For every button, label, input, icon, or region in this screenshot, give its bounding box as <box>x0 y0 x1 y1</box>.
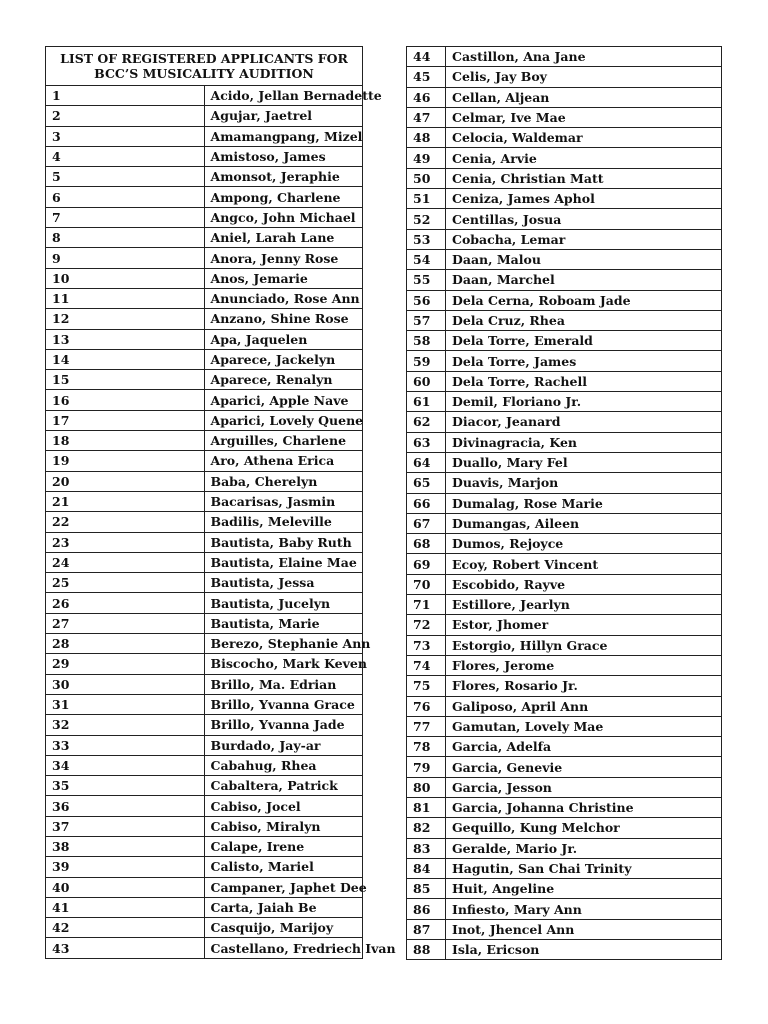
table-row <box>46 471 363 491</box>
table-row <box>46 755 363 775</box>
applicant-name: Acido, Jellan Bernadette <box>204 86 363 106</box>
row-number: 40 <box>46 877 205 897</box>
applicant-name: Estor, Jhomer <box>446 615 722 635</box>
left-applicants-table <box>45 46 396 959</box>
row-number: 84 <box>407 858 446 878</box>
table-row <box>407 412 722 432</box>
table-row <box>46 735 363 755</box>
table-row <box>407 797 722 817</box>
table-row <box>46 776 363 796</box>
row-number: 82 <box>407 818 446 838</box>
table-row <box>407 331 722 351</box>
applicant-name: Bautista, Jucelyn <box>204 593 363 613</box>
row-number: 20 <box>46 471 205 491</box>
table-row <box>407 574 722 594</box>
table-row <box>46 816 363 836</box>
row-number: 3 <box>46 126 205 146</box>
table-row <box>46 146 363 166</box>
row-number: 68 <box>407 534 446 554</box>
row-number: 18 <box>46 431 205 451</box>
applicant-name: Galiposo, April Ann <box>446 696 722 716</box>
table-row <box>407 676 722 696</box>
table-row <box>407 148 722 168</box>
applicant-name: Flores, Rosario Jr. <box>446 676 722 696</box>
table-row <box>46 674 363 694</box>
table-row <box>46 410 363 430</box>
applicant-name: Garcia, Johanna Christine <box>446 797 722 817</box>
applicant-name: Garcia, Jesson <box>446 777 722 797</box>
table-row <box>407 858 722 878</box>
row-number: 56 <box>407 290 446 310</box>
table-row <box>407 716 722 736</box>
row-number: 38 <box>46 836 205 856</box>
table-row <box>407 107 722 127</box>
applicant-name: Cenia, Christian Matt <box>446 168 722 188</box>
applicant-name: Bacarisas, Jasmin <box>204 491 363 511</box>
table-row <box>407 47 722 67</box>
table-row <box>46 552 363 572</box>
table-row <box>407 513 722 533</box>
table-row <box>46 491 363 511</box>
row-number: 32 <box>46 715 205 735</box>
title-line-1: LIST OF REGISTERED APPLICANTS FOR <box>60 51 348 66</box>
row-number: 39 <box>46 857 205 877</box>
applicant-name: Cabahug, Rhea <box>204 755 363 775</box>
table-row <box>407 310 722 330</box>
applicant-name: Brillo, Ma. Edrian <box>204 674 363 694</box>
table-row <box>407 493 722 513</box>
applicant-name: Aparici, Lovely Quene <box>204 410 363 430</box>
table-row <box>46 634 363 654</box>
applicant-name: Dela Torre, Rachell <box>446 371 722 391</box>
row-number: 83 <box>407 838 446 858</box>
table-row <box>46 451 363 471</box>
applicant-name: Calape, Irene <box>204 836 363 856</box>
row-number: 75 <box>407 676 446 696</box>
applicant-name: Amistoso, James <box>204 146 363 166</box>
applicant-name: Estillore, Jearlyn <box>446 595 722 615</box>
applicant-name: Cabaltera, Patrick <box>204 776 363 796</box>
row-number: 86 <box>407 899 446 919</box>
applicant-name: Castellano, Fredriech Ivan <box>204 938 363 958</box>
row-number: 50 <box>407 168 446 188</box>
row-number: 47 <box>407 107 446 127</box>
table-row <box>46 431 363 451</box>
applicant-name: Bautista, Elaine Mae <box>204 552 363 572</box>
table-row <box>46 938 363 958</box>
table-row <box>407 818 722 838</box>
row-number: 30 <box>46 674 205 694</box>
applicant-name: Cellan, Aljean <box>446 87 722 107</box>
applicant-name: Amamangpang, Mizel <box>204 126 363 146</box>
right-applicants-table <box>406 46 722 960</box>
applicant-name: Casquijo, Marijoy <box>204 918 363 938</box>
applicant-name: Escobido, Rayve <box>446 574 722 594</box>
table-row <box>46 86 363 106</box>
table-title <box>46 47 363 86</box>
row-number: 16 <box>46 390 205 410</box>
applicant-name: Duavis, Marjon <box>446 473 722 493</box>
applicant-name: Cenia, Arvie <box>446 148 722 168</box>
row-number: 26 <box>46 593 205 613</box>
applicant-name: Anunciado, Rose Ann <box>204 288 363 308</box>
applicant-name: Isla, Ericson <box>446 940 722 960</box>
row-number: 49 <box>407 148 446 168</box>
applicant-name: Castillon, Ana Jane <box>446 47 722 67</box>
table-row <box>407 554 722 574</box>
applicant-name: Amonsot, Jeraphie <box>204 167 363 187</box>
applicant-name: Celocia, Waldemar <box>446 128 722 148</box>
row-number: 28 <box>46 634 205 654</box>
applicant-name: Brillo, Yvanna Jade <box>204 715 363 735</box>
row-number: 87 <box>407 919 446 939</box>
table-row <box>46 349 363 369</box>
table-row <box>46 573 363 593</box>
applicant-name: Dela Torre, James <box>446 351 722 371</box>
applicant-name: Anzano, Shine Rose <box>204 309 363 329</box>
row-number: 7 <box>46 207 205 227</box>
table-row <box>407 209 722 229</box>
row-number: 44 <box>407 47 446 67</box>
applicant-name: Centillas, Josua <box>446 209 722 229</box>
row-number: 76 <box>407 696 446 716</box>
table-row <box>46 613 363 633</box>
table-row <box>46 390 363 410</box>
row-number: 61 <box>407 392 446 412</box>
applicant-name: Carta, Jaiah Be <box>204 897 363 917</box>
table-row <box>407 87 722 107</box>
row-number: 80 <box>407 777 446 797</box>
row-number: 54 <box>407 249 446 269</box>
table-row <box>407 290 722 310</box>
applicant-name: Inot, Jhencel Ann <box>446 919 722 939</box>
table-row <box>407 534 722 554</box>
applicant-name: Infiesto, Mary Ann <box>446 899 722 919</box>
row-number: 60 <box>407 371 446 391</box>
table-row <box>407 371 722 391</box>
table-row <box>407 67 722 87</box>
table-row <box>46 329 363 349</box>
applicant-name: Aparece, Jackelyn <box>204 349 363 369</box>
row-number: 66 <box>407 493 446 513</box>
row-number: 14 <box>46 349 205 369</box>
row-number: 8 <box>46 228 205 248</box>
row-number: 42 <box>46 918 205 938</box>
table-row <box>46 207 363 227</box>
row-number: 2 <box>46 106 205 126</box>
row-number: 77 <box>407 716 446 736</box>
applicant-name: Cabiso, Jocel <box>204 796 363 816</box>
row-number: 48 <box>407 128 446 148</box>
row-number: 53 <box>407 229 446 249</box>
table-row <box>407 270 722 290</box>
row-number: 15 <box>46 370 205 390</box>
table-row <box>46 248 363 268</box>
applicant-name: Anos, Jemarie <box>204 268 363 288</box>
applicant-name: Cobacha, Lemar <box>446 229 722 249</box>
applicant-name: Dela Torre, Emerald <box>446 331 722 351</box>
table-row <box>46 126 363 146</box>
row-number: 62 <box>407 412 446 432</box>
table-row <box>46 187 363 207</box>
table-row <box>407 655 722 675</box>
row-number: 88 <box>407 940 446 960</box>
table-row <box>46 268 363 288</box>
applicant-name: Flores, Jerome <box>446 655 722 675</box>
table-row <box>46 897 363 917</box>
table-row <box>46 106 363 126</box>
row-number: 11 <box>46 288 205 308</box>
applicant-name: Geralde, Mario Jr. <box>446 838 722 858</box>
row-number: 27 <box>46 613 205 633</box>
applicant-name: Cabiso, Miralyn <box>204 816 363 836</box>
applicant-name: Dela Cerna, Roboam Jade <box>446 290 722 310</box>
applicant-name: Arguilles, Charlene <box>204 431 363 451</box>
row-number: 25 <box>46 573 205 593</box>
applicant-name: Hagutin, San Chai Trinity <box>446 858 722 878</box>
table-row <box>407 635 722 655</box>
row-number: 67 <box>407 513 446 533</box>
row-number: 51 <box>407 189 446 209</box>
table-row <box>46 654 363 674</box>
applicant-name: Calisto, Mariel <box>204 857 363 877</box>
row-number: 34 <box>46 755 205 775</box>
applicant-name: Ampong, Charlene <box>204 187 363 207</box>
row-number: 41 <box>46 897 205 917</box>
applicant-name: Anora, Jenny Rose <box>204 248 363 268</box>
table-row <box>407 249 722 269</box>
row-number: 23 <box>46 532 205 552</box>
applicant-name: Aro, Athena Erica <box>204 451 363 471</box>
row-number: 63 <box>407 432 446 452</box>
row-number: 79 <box>407 757 446 777</box>
row-number: 24 <box>46 552 205 572</box>
table-row <box>407 737 722 757</box>
applicant-name: Garcia, Genevie <box>446 757 722 777</box>
row-number: 1 <box>46 86 205 106</box>
row-number: 73 <box>407 635 446 655</box>
table-row <box>407 919 722 939</box>
row-number: 37 <box>46 816 205 836</box>
table-row <box>407 392 722 412</box>
row-number: 72 <box>407 615 446 635</box>
applicant-name: Bautista, Marie <box>204 613 363 633</box>
applicant-name: Divinagracia, Ken <box>446 432 722 452</box>
applicant-name: Huit, Angeline <box>446 879 722 899</box>
row-number: 33 <box>46 735 205 755</box>
table-row <box>407 128 722 148</box>
table-row <box>407 452 722 472</box>
applicant-name: Baba, Cherelyn <box>204 471 363 491</box>
row-number: 59 <box>407 351 446 371</box>
applicant-name: Apa, Jaquelen <box>204 329 363 349</box>
row-number: 52 <box>407 209 446 229</box>
applicant-name: Dumalag, Rose Marie <box>446 493 722 513</box>
table-row <box>46 512 363 532</box>
table-row <box>46 836 363 856</box>
row-number: 64 <box>407 452 446 472</box>
row-number: 46 <box>407 87 446 107</box>
applicant-name: Aparici, Apple Nave <box>204 390 363 410</box>
row-number: 36 <box>46 796 205 816</box>
table-row <box>407 940 722 960</box>
row-number: 74 <box>407 655 446 675</box>
table-row <box>46 918 363 938</box>
applicant-name: Celis, Jay Boy <box>446 67 722 87</box>
applicant-name: Burdado, Jay-ar <box>204 735 363 755</box>
row-number: 57 <box>407 310 446 330</box>
table-row <box>407 879 722 899</box>
row-number: 21 <box>46 491 205 511</box>
row-number: 19 <box>46 451 205 471</box>
table-row <box>46 167 363 187</box>
row-number: 17 <box>46 410 205 430</box>
row-number: 29 <box>46 654 205 674</box>
row-number: 4 <box>46 146 205 166</box>
row-number: 31 <box>46 694 205 714</box>
applicant-name: Ceniza, James Aphol <box>446 189 722 209</box>
table-row <box>407 473 722 493</box>
applicant-name: Bautista, Jessa <box>204 573 363 593</box>
applicant-name: Campaner, Japhet Dee <box>204 877 363 897</box>
applicant-name: Duallo, Mary Fel <box>446 452 722 472</box>
table-row <box>46 288 363 308</box>
row-number: 22 <box>46 512 205 532</box>
applicant-name: Estorgio, Hillyn Grace <box>446 635 722 655</box>
applicant-name: Bautista, Baby Ruth <box>204 532 363 552</box>
table-row <box>46 715 363 735</box>
table-row <box>46 877 363 897</box>
table-row <box>46 593 363 613</box>
applicant-name: Berezo, Stephanie Ann <box>204 634 363 654</box>
table-row <box>46 857 363 877</box>
row-number: 35 <box>46 776 205 796</box>
table-row <box>46 370 363 390</box>
row-number: 43 <box>46 938 205 958</box>
table-row <box>46 309 363 329</box>
applicant-name: Daan, Malou <box>446 249 722 269</box>
row-number: 69 <box>407 554 446 574</box>
table-row <box>46 532 363 552</box>
applicant-name: Dela Cruz, Rhea <box>446 310 722 330</box>
table-row <box>407 757 722 777</box>
row-number: 6 <box>46 187 205 207</box>
applicant-name: Dumos, Rejoyce <box>446 534 722 554</box>
applicant-name: Agujar, Jaetrel <box>204 106 363 126</box>
applicant-name: Aparece, Renalyn <box>204 370 363 390</box>
row-number: 65 <box>407 473 446 493</box>
applicant-name: Brillo, Yvanna Grace <box>204 694 363 714</box>
table-row <box>46 694 363 714</box>
row-number: 13 <box>46 329 205 349</box>
applicant-name: Demil, Floriano Jr. <box>446 392 722 412</box>
row-number: 9 <box>46 248 205 268</box>
table-row <box>407 899 722 919</box>
applicant-name: Gamutan, Lovely Mae <box>446 716 722 736</box>
table-row <box>407 777 722 797</box>
row-number: 58 <box>407 331 446 351</box>
row-number: 45 <box>407 67 446 87</box>
title-line-2: BCC’S MUSICALITY AUDITION <box>94 66 314 81</box>
row-number: 55 <box>407 270 446 290</box>
row-number: 10 <box>46 268 205 288</box>
table-row <box>407 696 722 716</box>
table-row <box>407 351 722 371</box>
applicant-name: Ecoy, Robert Vincent <box>446 554 722 574</box>
applicant-name: Dumangas, Aileen <box>446 513 722 533</box>
applicant-name: Daan, Marchel <box>446 270 722 290</box>
table-row <box>407 615 722 635</box>
table-row <box>407 838 722 858</box>
applicant-name: Aniel, Larah Lane <box>204 228 363 248</box>
table-row <box>407 595 722 615</box>
row-number: 70 <box>407 574 446 594</box>
applicant-name: Biscocho, Mark Keven <box>204 654 363 674</box>
table-row <box>407 189 722 209</box>
applicant-name: Angco, John Michael <box>204 207 363 227</box>
table-row <box>46 796 363 816</box>
applicant-name: Celmar, Ive Mae <box>446 107 722 127</box>
applicant-name: Badilis, Meleville <box>204 512 363 532</box>
row-number: 78 <box>407 737 446 757</box>
applicant-name: Gequillo, Kung Melchor <box>446 818 722 838</box>
table-row <box>407 168 722 188</box>
table-title-row <box>46 47 363 86</box>
row-number: 5 <box>46 167 205 187</box>
row-number: 81 <box>407 797 446 817</box>
applicant-name: Garcia, Adelfa <box>446 737 722 757</box>
applicant-name: Diacor, Jeanard <box>446 412 722 432</box>
table-row <box>46 228 363 248</box>
row-number: 71 <box>407 595 446 615</box>
table-row <box>407 432 722 452</box>
row-number: 12 <box>46 309 205 329</box>
table-row <box>407 229 722 249</box>
row-number: 85 <box>407 879 446 899</box>
